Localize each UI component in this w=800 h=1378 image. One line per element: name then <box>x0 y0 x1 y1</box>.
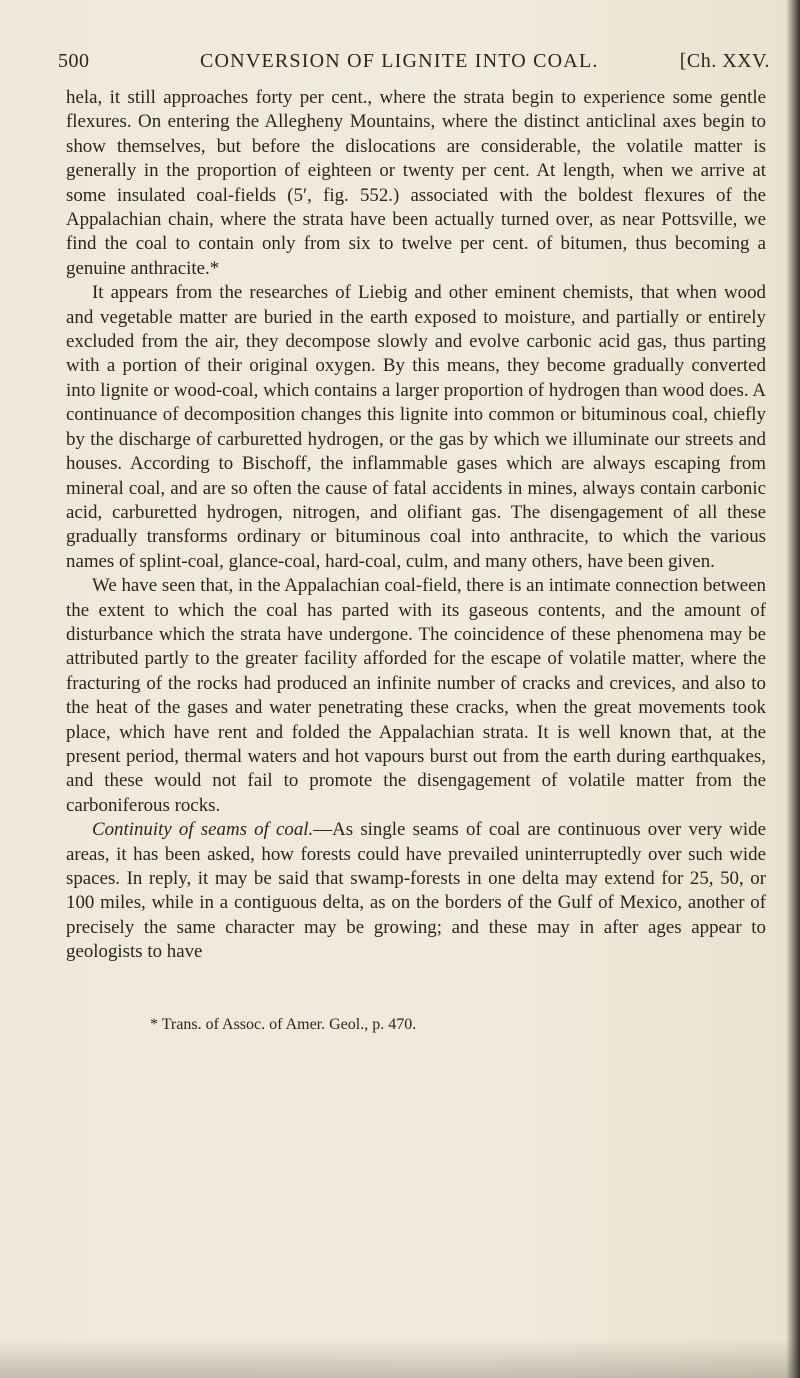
section-dash: —As <box>313 819 354 841</box>
section-heading: Continuity of seams of coal. <box>92 819 314 841</box>
paragraph-2: It appears from the researches of Liebig and other eminent chemists, that when wood and vegetable matter are buried in the earth exposed to moisture, and partially or entirely excluded from the air, they decompose slowly and evolve carbonic acid gas, thus parting with a portion of their original oxygen. By this means, they become gradually converted into lignite or wood-coal, which contains a larger proportion of hydrogen than wood does. A continuance of decomposition changes this lignite into common or bituminous coal, chiefly by the discharge of carburetted hydrogen, or the gas by which we illuminate our streets and houses. According to Bischoff, the inflammable gases which are always escaping from mineral coal, and are so often the cause of fatal accidents in mines, always contain carbonic acid, carburetted hydrogen, nitrogen, and olifiant gas. The disengagement of all these gradually transforms ordinary or bituminous coal into anthracite, to which the various names of splint-coal, glance-coal, hard-coal, culm, and many others, have been given. <box>66 282 766 572</box>
page-edge-shadow <box>786 0 800 1378</box>
footnote: * Trans. of Assoc. of Amer. Geol., p. 470. <box>150 1016 417 1033</box>
page-bottom-shadow <box>0 1338 800 1378</box>
paragraph-4-text: single seams of coal are continuous over very wide areas, it has been asked, how forests could have prevailed uninterruptedly over such wide spaces. In reply, it may be said that swamp-forests in one delta may extend for 25, 50, or 100 miles, while in a contiguous delta, as on the borders of the Gulf of Mexico, another of precisely the same character may be growing; and these may in after ages appear to geologists to have <box>66 819 766 963</box>
page-number: 500 <box>58 50 90 72</box>
chapter-label: [Ch. XXV. <box>679 50 770 72</box>
paragraph-1: hela, it still approaches forty per cent., where the strata begin to experience some gentle flexures. On entering the Allegheny Mountains, where the distinct anticlinal axes begin to show themselves, but before the dislocations are considerable, the volatile matter is generally in the proportion of eighteen or twenty per cent. At length, when we arrive at some insulated coal-fields (5′, fig. 552.) associated with the boldest flexures of the Appalachian chain, where the strata have been actually turned over, as near Pottsville, we find the coal to contain only from six to twelve per cent. of bitumen, thus becoming a genuine anthracite.* <box>66 87 766 279</box>
running-title: CONVERSION OF LIGNITE INTO COAL. <box>200 50 599 72</box>
body-text <box>66 86 766 965</box>
paragraph-4 <box>66 818 766 964</box>
page-header <box>58 50 770 82</box>
paragraph-3: We have seen that, in the Appalachian coal-field, there is an intimate connection between the extent to which the coal has parted with its gaseous contents, and the amount of disturbance which the strata have undergone. The coincidence of these phenomena may be attributed partly to the greater facility afforded for the escape of volatile matter, where the fracturing of the rocks had produced an infinite number of cracks and crevices, and also to the heat of the gases and water penetrating these cracks, when the great movements took place, which have rent and folded the Appalachian strata. It is well known that, at the present period, thermal waters and hot vapours burst out from the earth during earthquakes, and these would not fail to promote the disengagement of volatile matter from the carboniferous rocks. <box>66 575 766 816</box>
